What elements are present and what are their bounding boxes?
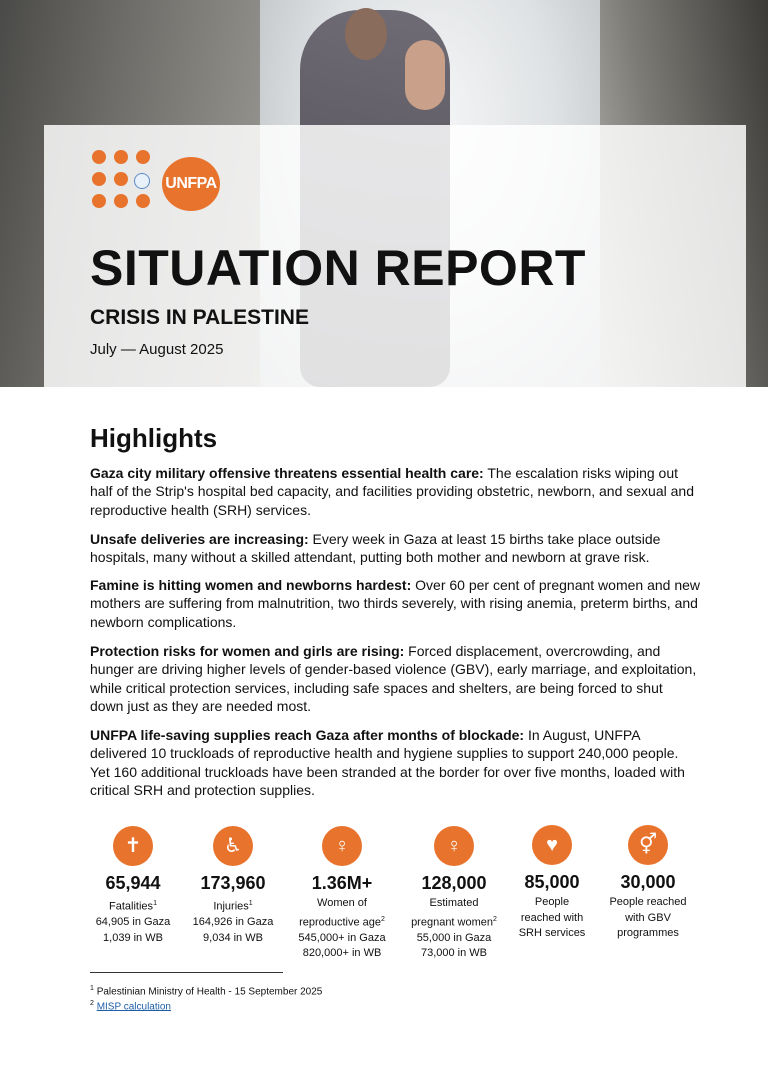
hero-baby xyxy=(405,40,445,110)
stat-women xyxy=(292,826,392,962)
injured-person-icon: ♿ xyxy=(213,826,253,866)
highlights-heading: Highlights xyxy=(90,423,218,453)
stat-pregnant xyxy=(404,826,504,962)
stat-injuries xyxy=(183,826,283,946)
highlight-item xyxy=(90,642,700,716)
stat-value: 128,000 xyxy=(421,873,487,893)
footnote-2: $^2$ MISP calculation xyxy=(90,1000,171,1013)
stat-value: 85,000 xyxy=(524,872,580,892)
stat-label: People reached with GBV programmes xyxy=(609,896,687,939)
person-fatality-icon: ✝ xyxy=(113,826,153,866)
logo-dot xyxy=(92,194,106,208)
highlight-item xyxy=(90,530,700,567)
highlight-lead: Famine is hitting women and newborns hardest: xyxy=(90,577,412,593)
logo-wordmark: UNFPA xyxy=(162,157,220,211)
stat-fatalities xyxy=(83,826,183,946)
logo-dot xyxy=(114,194,128,208)
highlight-text: In August, UNFPA delivered 10 truckloads of reproductive health and hygiene supplies to support 240,000 people. Yet 160 additional truckloads have been stranded at the border for over five months, loaded with critical SRH and protection supplies. xyxy=(90,727,685,799)
page-subtitle: CRISIS IN PALESTINE xyxy=(90,306,309,329)
highlight-item xyxy=(90,726,700,800)
report-date: July — August 2025 xyxy=(90,341,224,358)
stat-label: Injuries$^1$ 164,926 in Gaza 9,034 in WB xyxy=(192,900,274,944)
highlight-text: Over 60 per cent of pregnant women and new mothers are suffering from malnutrition, two thirds severely, with rising anemia, preterm births, and newborn complications. xyxy=(90,577,700,630)
highlight-item xyxy=(90,464,700,519)
stat-srh xyxy=(502,825,602,942)
logo-dot xyxy=(92,172,106,186)
stat-label: Estimated pregnant women$^2$ 55,000 in Gaza 73,000 in WB xyxy=(411,897,497,960)
pregnant-woman-icon: ♀ xyxy=(434,826,474,866)
footnote-1: $^1$ Palestinian Ministry of Health - 15 September 2025 xyxy=(90,985,323,998)
highlight-text: Every week in Gaza at least 15 births take place outside hospitals, many without a skilled attendant, putting both mother and newborn at grave risk. xyxy=(90,531,661,566)
stat-label: People reached with SRH services xyxy=(518,896,586,939)
hero-woman-head xyxy=(345,8,387,60)
misp-calculation-link[interactable]: MISP calculation xyxy=(96,1001,171,1013)
logo-dot xyxy=(114,150,128,164)
highlight-lead: Unsafe deliveries are increasing: xyxy=(90,531,309,547)
highlight-lead: UNFPA life-saving supplies reach Gaza after months of blockade: xyxy=(90,727,525,743)
page-title: SITUATION REPORT xyxy=(90,240,586,296)
stat-value: 30,000 xyxy=(620,872,676,892)
stat-value: 1.36M+ xyxy=(311,873,373,893)
logo-dot xyxy=(136,150,150,164)
highlight-lead: Protection risks for women and girls are rising: xyxy=(90,643,405,659)
logo-dot xyxy=(92,150,106,164)
stat-label: Fatalities$^1$ 64,905 in Gaza 1,039 in WB xyxy=(95,900,171,944)
highlight-text: The escalation risks wiping out half of the Strip's hospital bed capacity, and facilities providing obstetric, newborn, and sexual and reproductive health (SRH) services. xyxy=(90,465,694,518)
logo-dot xyxy=(136,194,150,208)
highlight-lead: Gaza city military offensive threatens essential health care: xyxy=(90,465,484,481)
logo-dot xyxy=(114,172,128,186)
stat-label: Women of reproductive age$^2$ 545,000+ in Gaza 820,000+ in WB xyxy=(298,897,386,960)
stat-value: 173,960 xyxy=(200,873,266,893)
footnote-divider xyxy=(90,972,283,973)
highlight-item xyxy=(90,576,700,631)
heart-plus-icon: ♥ xyxy=(532,825,572,865)
stat-gbv xyxy=(598,825,698,942)
un-emblem-icon xyxy=(134,173,150,189)
highlight-text: Forced displacement, overcrowding, and hunger are driving higher levels of gender-based violence (GBV), early marriage, and exploitation, while critical protection services, including safe spaces and shelters, are being forced to shut down just as they are needed most. xyxy=(90,643,697,715)
woman-icon: ♀ xyxy=(322,826,362,866)
stat-value: 65,944 xyxy=(105,873,161,893)
gender-icon: ⚥ xyxy=(628,825,668,865)
